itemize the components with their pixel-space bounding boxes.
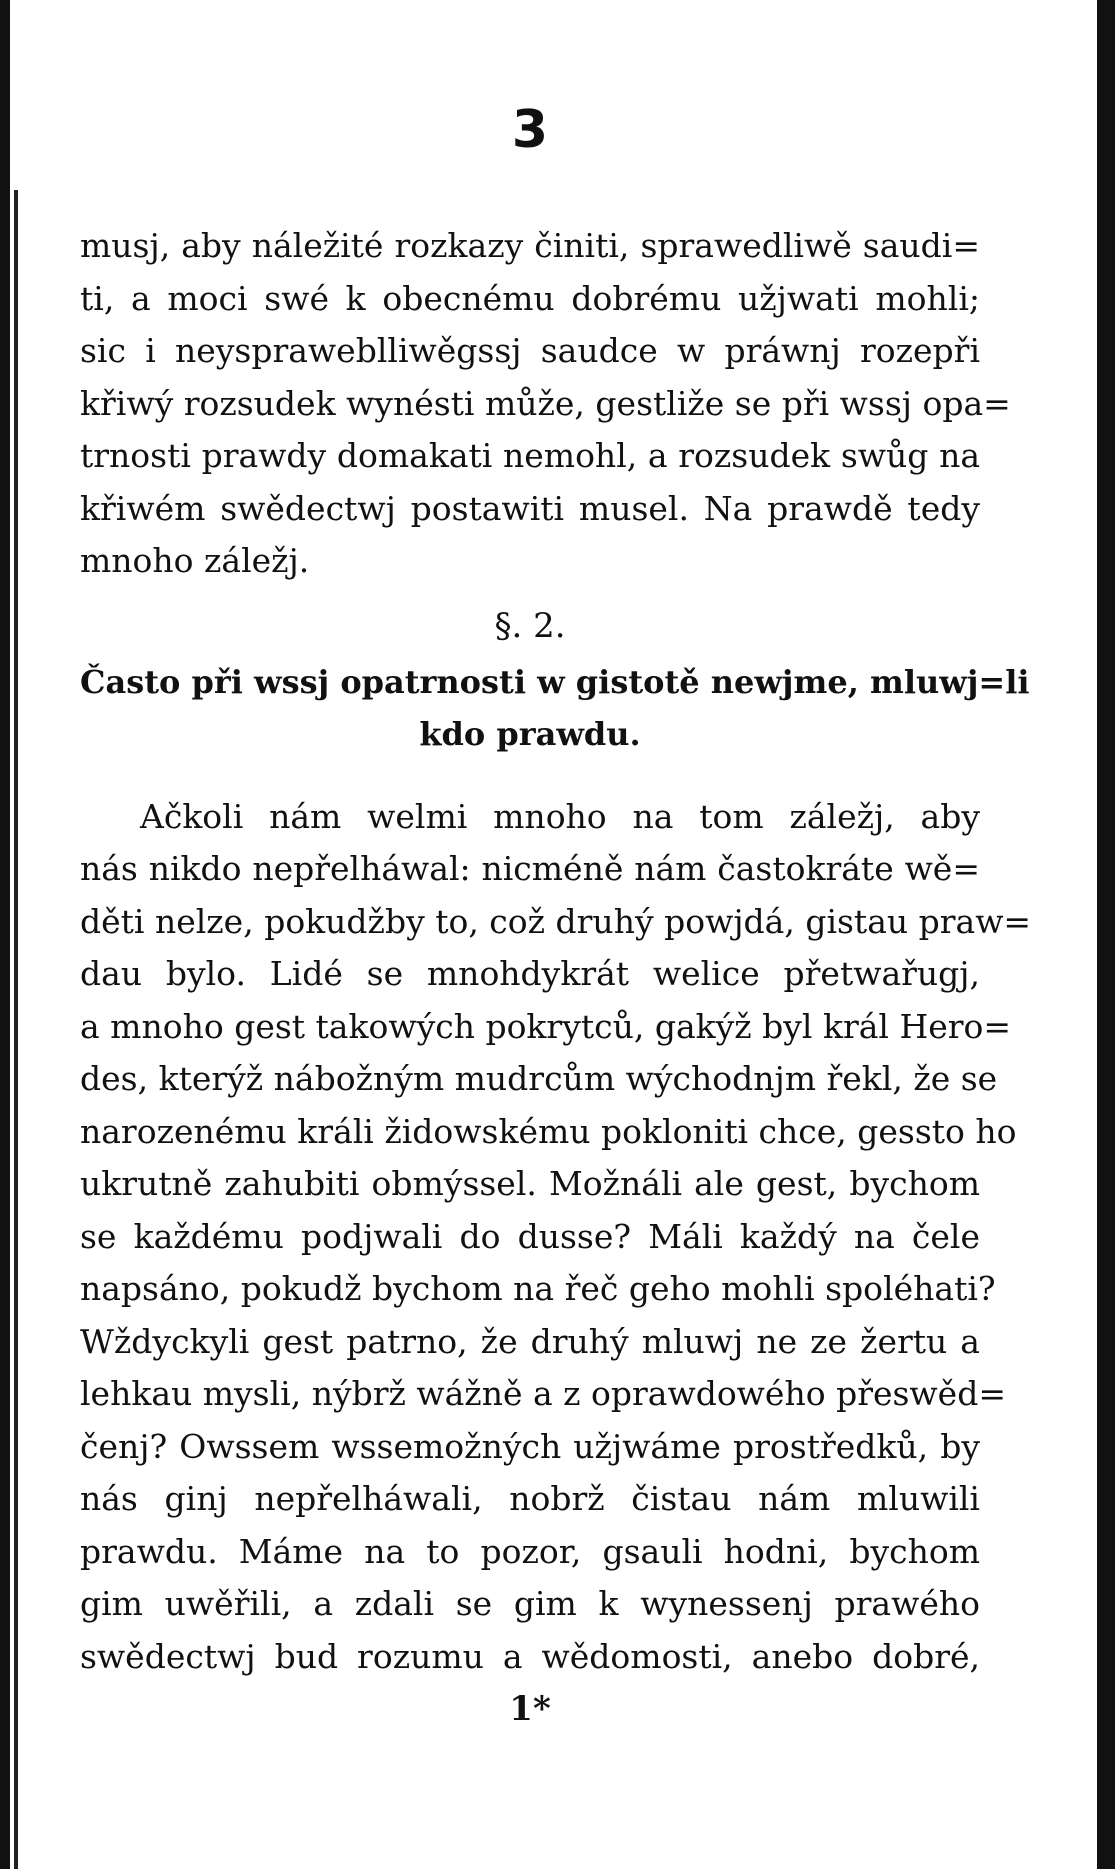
text-line: musj, aby náležité rozkazy činiti, sprawedliwě saudi= [80, 226, 980, 265]
text-line: swědectwj bud rozumu a wědomosti, anebo dobré, [80, 1636, 980, 1676]
book-page [80, 100, 1032, 1729]
page-edge-right [1097, 0, 1115, 1869]
page-edge-left [0, 0, 10, 1869]
text-line: Ačkoli nám welmi mnoho na tom záležj, aby [140, 796, 980, 836]
text-line: sic i neyspraweblliwěgssj saudce w práwnj rozepři [80, 331, 980, 370]
heading-line: Často při wssj opatrnosti w gistotě newjme, mluwj=li [80, 662, 1030, 701]
text-line: des, kterýž nábožným mudrcům wýchodnjm řekl, že se [80, 1059, 998, 1098]
signature-mark: 1* [509, 1689, 551, 1729]
text-line: gim uwěřili, a zdali se gim k wynessenj prawého [80, 1584, 980, 1623]
text-line: dau bylo. Lidé se mnohdykrát welice přetwařugj, [80, 954, 980, 993]
text-line: lehkau mysli, nýbrž wážně a z oprawdowého přeswěd= [80, 1374, 1006, 1413]
text-line: ukrutně zahubiti obmýssel. Možnáli ale gest, bychom [80, 1164, 980, 1203]
text-line: nás nikdo nepřelháwal: nicméně nám častokráte wě= [80, 849, 980, 888]
text-line: nás ginj nepřelháwali, nobrž čistau nám mluwili [80, 1479, 980, 1518]
text-line: trnosti prawdy domakati nemohl, a rozsudek swůg na [80, 436, 980, 475]
page-number: 3 [511, 100, 549, 160]
text-line: křiwém swědectwj postawiti musel. Na prawdě tedy [80, 488, 980, 528]
section-heading [80, 656, 1030, 761]
text-line: mnoho záležj. [80, 541, 310, 580]
heading-line: kdo prawdu. [419, 715, 641, 753]
text-line: narozenému králi židowskému pokloniti chce, gessto ho [80, 1111, 1017, 1151]
page-binding-line [14, 190, 18, 1869]
section-number: §. 2. [494, 605, 566, 646]
text-line: čenj? Owssem wssemožných užjwáme prostředků, by [80, 1426, 980, 1466]
text-line: děti nelze, pokudžby to, což druhý powjdá, gistau praw= [80, 901, 1032, 941]
text-line: prawdu. Máme na to pozor, gsauli hodni, bychom [80, 1531, 980, 1571]
text-line: křiwý rozsudek wynésti může, gestliže se při wssj opa= [80, 383, 1011, 423]
text-line: a mnoho gest takowých pokrytců, gakýž byl král Hero= [80, 1006, 1012, 1046]
paragraph-2 [80, 791, 1032, 1684]
text-line: ti, a moci swé k obecnému dobrému užjwati mohli; [80, 278, 980, 318]
text-line: se každému podjwali do dusse? Máli každý na čele [80, 1216, 980, 1256]
paragraph-1 [80, 220, 1011, 588]
text-line: Wždyckyli gest patrno, že druhý mluwj ne ze žertu a [80, 1321, 980, 1361]
text-line: napsáno, pokudž bychom na řeč geho mohli spoléhati? [80, 1269, 996, 1308]
